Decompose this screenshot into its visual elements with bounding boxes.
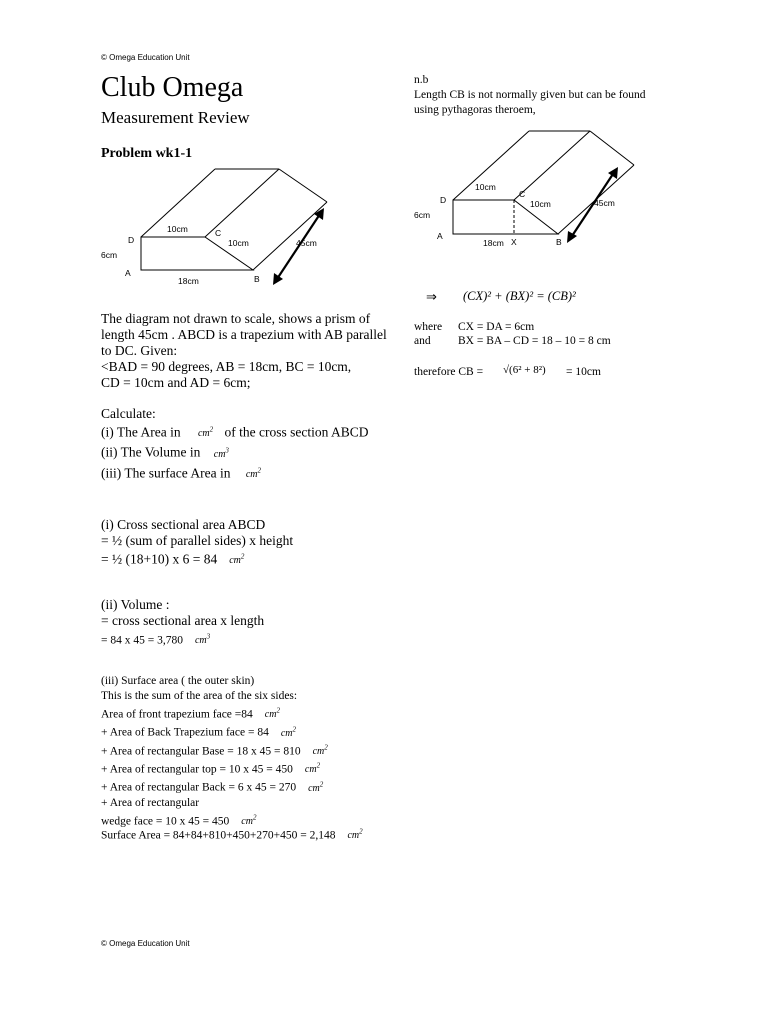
length2-arrowhead-bottom <box>567 231 577 243</box>
header-copyright: © Omega Education Unit <box>101 53 190 62</box>
diagram1-label-b: B <box>254 274 260 284</box>
diagram2-label-x: X <box>511 237 517 247</box>
intro-line-5: CD = 10cm and AD = 6cm; <box>101 375 251 390</box>
prism2-back-slant <box>590 131 634 165</box>
diagram2-label-c: C <box>519 189 526 199</box>
answer3-line-4: + Area of Back Trapezium face = 84 $cm^2$ <box>101 725 297 739</box>
answer3-line-5: + Area of rectangular Base = 18 x 45 = 810 $cm^2$ <box>101 743 328 757</box>
answer3-line-8: + Area of rectangular <box>101 796 200 809</box>
answer3-line-3: Area of front trapezium face =84 $cm^2$ <box>101 707 280 721</box>
diagram1-label-a: A <box>125 268 131 278</box>
answer2-line-1: (ii) Volume : <box>101 597 170 612</box>
diagram2-label-height: 6cm <box>414 210 431 220</box>
length2-arrowhead-top <box>608 167 618 179</box>
diagram1-label-height: 6cm <box>101 250 118 260</box>
intro-line-4: <BAD = 90 degrees, AB = 18cm, BC = 10cm, <box>101 359 352 374</box>
diagram2-label-length: 45cm <box>594 198 615 208</box>
question-3: (iii) The surface Area in $cm^2$ <box>101 464 261 480</box>
calculate-heading: Calculate: <box>101 406 156 421</box>
question-1: (i) The Area in $cm^2$ of the cross section ABCD <box>101 424 369 440</box>
diagram1-label-top: 10cm <box>167 224 188 234</box>
page-title: Club Omega <box>101 72 244 103</box>
and-text: BX = BA – CD = 18 – 10 = 8 cm <box>458 335 611 347</box>
answer3-line-1: (iii) Surface area ( the outer skin) <box>101 675 255 687</box>
diagram1-label-c: C <box>215 228 222 238</box>
answer2-line-3: = 84 x 45 = 3,780 $cm^3$ <box>101 633 211 647</box>
footer-copyright: © Omega Education Unit <box>101 939 190 948</box>
answer3-line-7: + Area of rectangular Back = 6 x 45 = 270 $cm^2$ <box>101 780 324 794</box>
answer1-line-2: = ½ (sum of parallel sides) x height <box>101 533 294 548</box>
diagram2-label-base: 18cm <box>483 238 504 248</box>
result-text: = 10cm <box>566 366 601 378</box>
diagram2-label-a: A <box>437 231 443 241</box>
answer3-line-2: This is the sum of the area of the six sides: <box>101 690 298 702</box>
intro-line-1: The diagram not drawn to scale, shows a prism of <box>101 311 371 326</box>
sqrt-expression: √(6² + 8²) <box>503 364 546 376</box>
answer2-line-2: = cross sectional area x length <box>101 613 265 628</box>
intro-line-3: to DC. Given: <box>101 343 178 358</box>
problem-heading: Problem wk1-1 <box>101 146 193 161</box>
diagram2-label-d: D <box>440 195 447 205</box>
pythagoras-equation: (CX)² + (BX)² = (CB)² <box>463 289 576 303</box>
prism2-edge-c <box>514 131 590 200</box>
answer3-line-6: + Area of rectangular top = 10 x 45 = 450 $cm^2$ <box>101 761 321 776</box>
surface-area-total: Surface Area = 84+84+810+450+270+450 = 2,148 $cm^2$ <box>101 828 363 842</box>
note-line-1: Length CB is not normally given but can be found <box>414 89 646 101</box>
where-label: where <box>414 321 443 333</box>
note-nb: n.b <box>414 74 429 86</box>
diagram1-label-base: 18cm <box>178 276 199 286</box>
answer3-line-9: wedge face = 10 x 45 = 450 $cm^2$ <box>101 813 257 827</box>
answer1-line-3: = ½ (18+10) x 6 = 84 $cm^2$ <box>101 551 245 567</box>
intro-line-2: length 45cm . ABCD is a trapezium with AB parallel <box>101 327 387 342</box>
question-2: (ii) The Volume in $cm^3$ <box>101 444 229 460</box>
diagram2-label-top: 10cm <box>475 182 496 192</box>
diagram1-label-d: D <box>128 235 135 245</box>
therefore-label: therefore CB = <box>414 366 484 378</box>
answer1-line-1: (i) Cross sectional area ABCD <box>101 517 266 532</box>
note-line-2: using pythagoras theroem, <box>414 104 536 116</box>
and-label: and <box>414 335 431 347</box>
implies-arrow: ⇒ <box>426 289 437 304</box>
diagram2-label-b: B <box>556 237 562 247</box>
page-subtitle: Measurement Review <box>101 108 250 127</box>
diagram1-label-slant: 10cm <box>228 238 249 248</box>
diagram1-label-length: 45cm <box>296 238 317 248</box>
where-text: CX = DA = 6cm <box>458 321 535 333</box>
diagram2-label-slant: 10cm <box>530 199 551 209</box>
